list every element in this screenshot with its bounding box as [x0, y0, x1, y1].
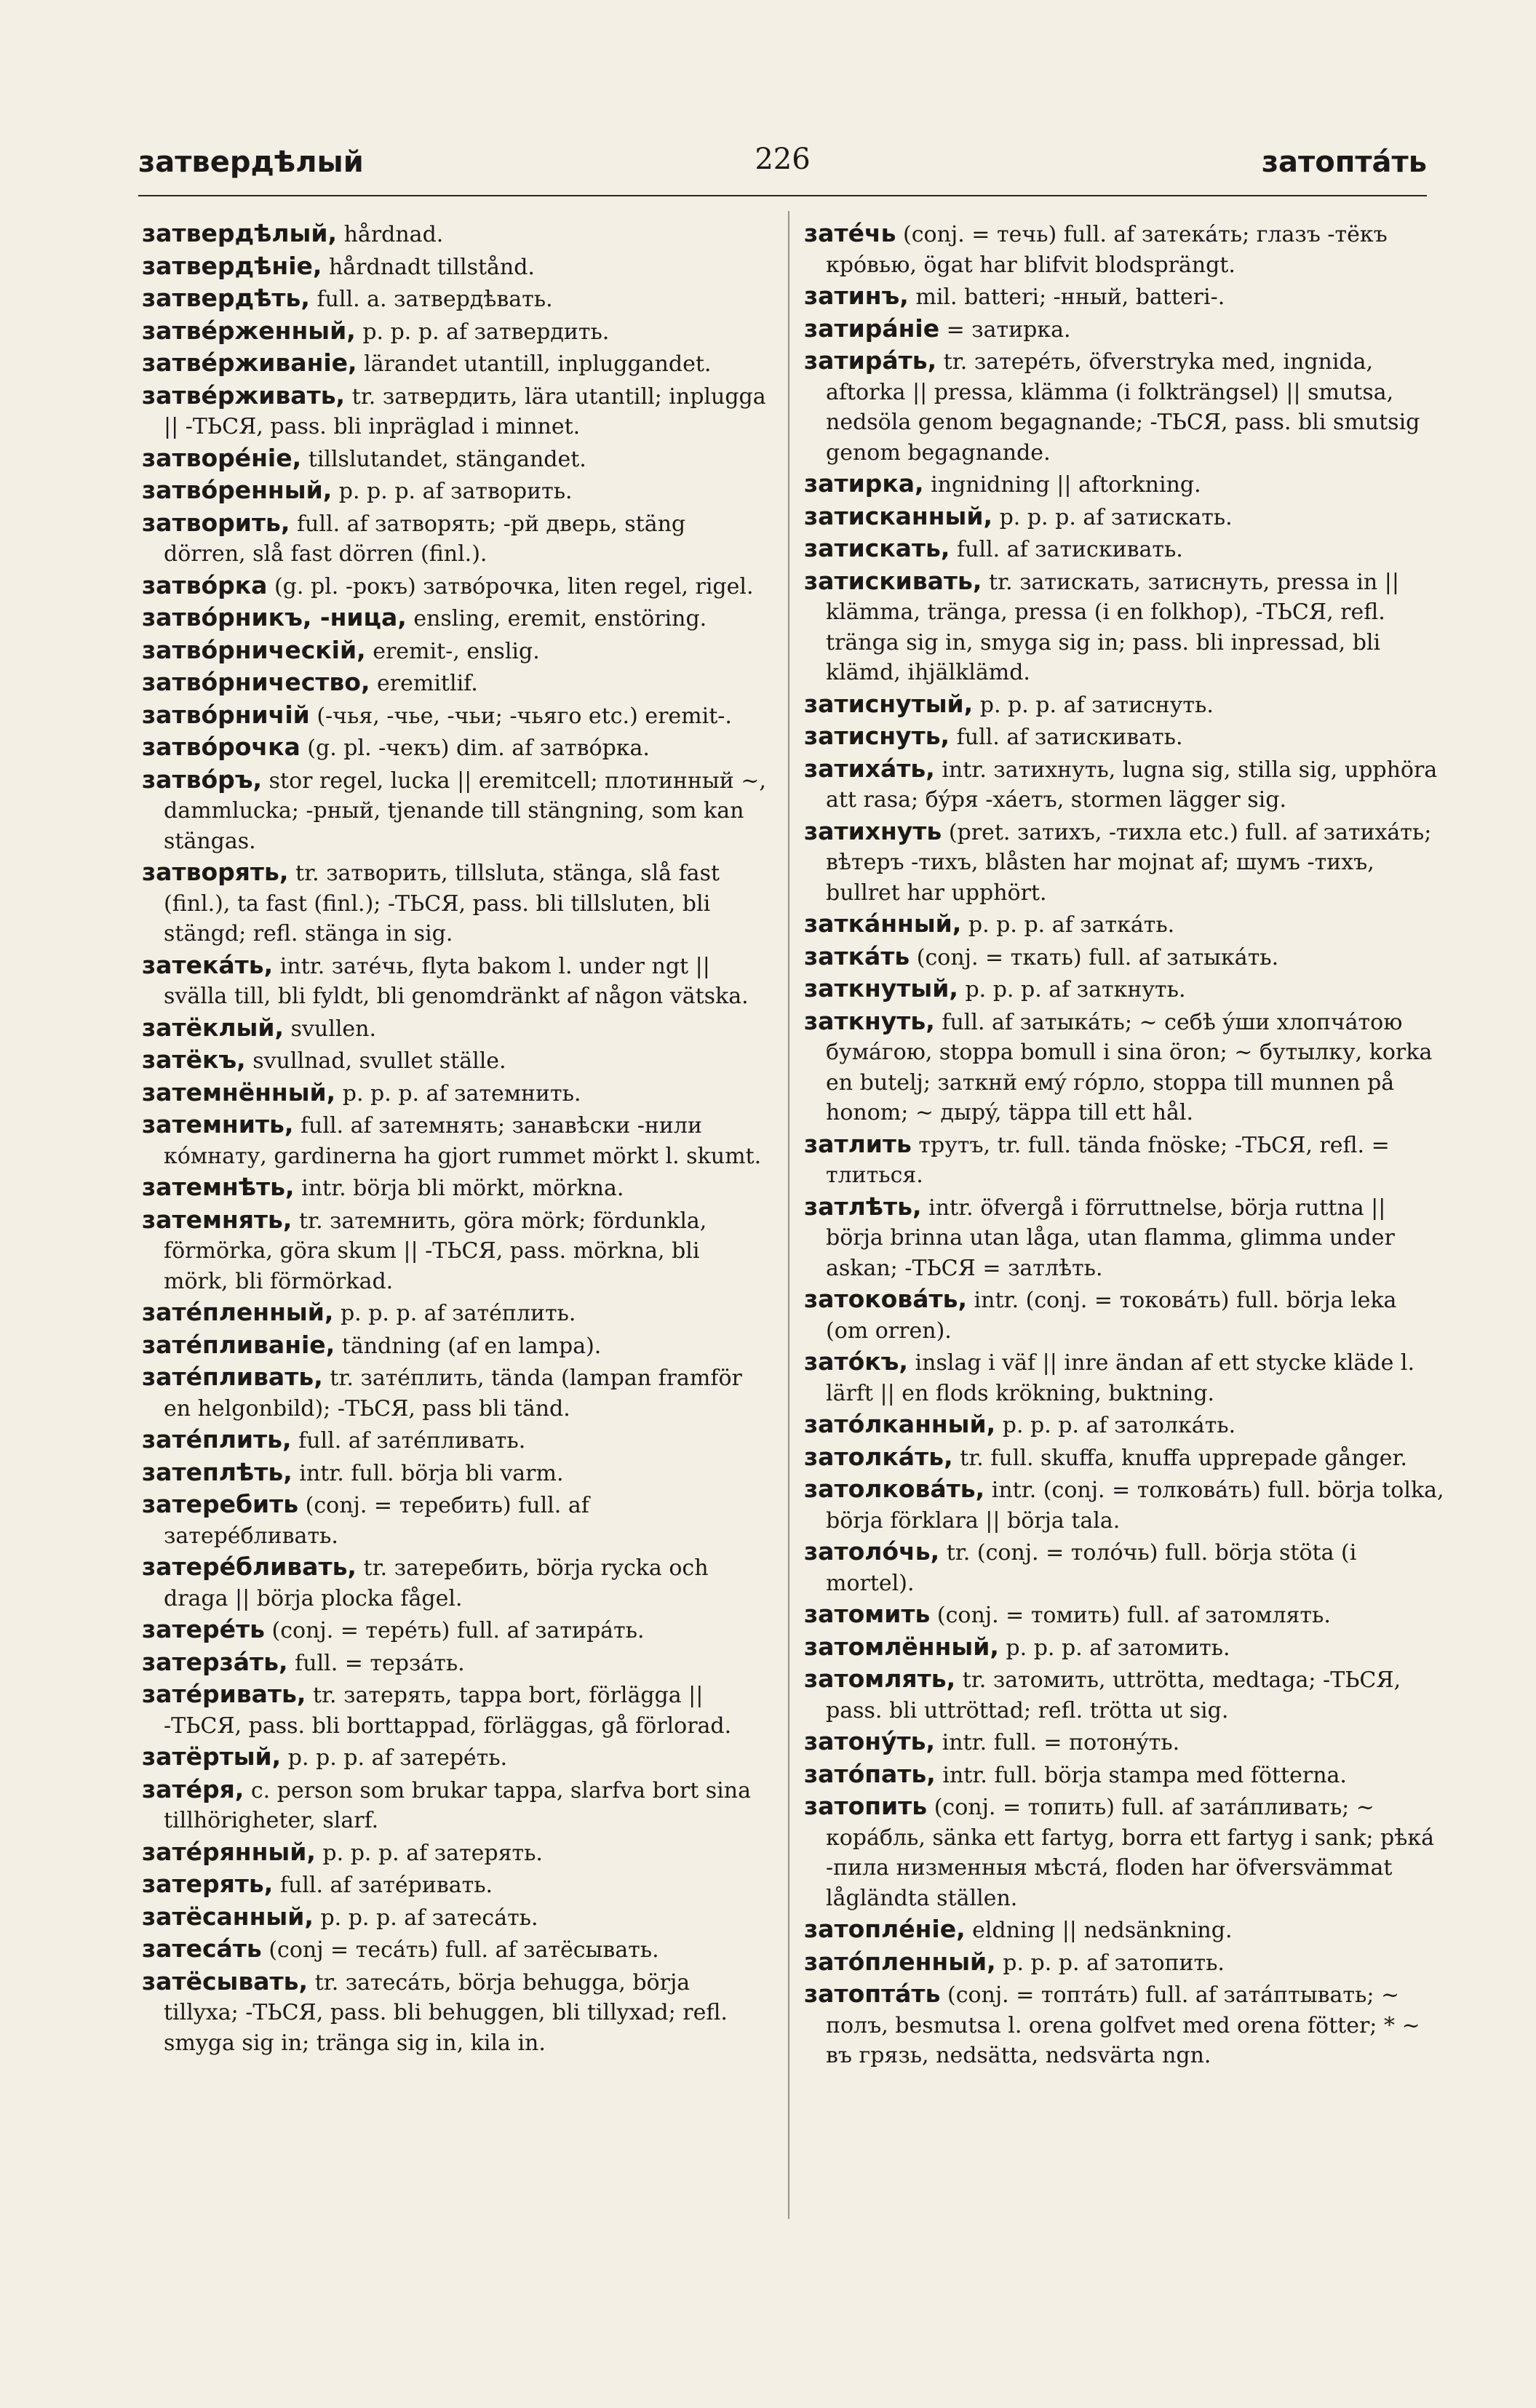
dictionary-entry [804, 533, 1444, 565]
entry-definition: (pret. затихъ, -тихла etc.) full. af затихáть; вѣтеръ -тихъ, blåsten har mojnat af; шумъ -тихъ, bullret har upphört. [826, 819, 1432, 906]
entry-headword: заткнуть, [804, 1006, 935, 1035]
dictionary-entry [142, 1774, 768, 1836]
entry-definition: intr. (conj. = токовáть) full. börja leka (om orren). [826, 1288, 1397, 1344]
entry-headword: затемнить, [142, 1110, 294, 1139]
dictionary-entry [804, 1664, 1444, 1726]
entry-definition: intr. затихнуть, lugna sig, stilla sig, upphöra att rasa; бýря -хáетъ, stormen lägger sig. [826, 757, 1438, 813]
dictionary-entry [142, 570, 768, 602]
entry-headword: затоплéніе, [804, 1915, 966, 1943]
entry-definition: p. p. p. af затерять. [322, 1840, 543, 1866]
dictionary-entry [804, 281, 1444, 313]
entry-definition: p. p. p. af затвердить. [362, 319, 610, 345]
entry-definition: inslag i väf || inre ändan af ett stycke kläde l. lärft || en flods krökning, buktning. [826, 1350, 1415, 1406]
entry-definition: full. = терзáть. [295, 1650, 465, 1676]
dictionary-entry [142, 1837, 768, 1869]
entry-headword: затомить [804, 1600, 931, 1628]
dictionary-entry [804, 754, 1444, 816]
dictionary-entry [142, 218, 768, 250]
entry-headword: затвóрническій, [142, 635, 366, 664]
dictionary-entry [142, 1614, 768, 1646]
entry-headword: затеребить [142, 1490, 299, 1518]
entry-headword: затискивать, [804, 566, 982, 595]
entry-headword: затолковáть, [804, 1475, 985, 1503]
entry-definition: (conj. = ткать) full. af затыкáть. [916, 944, 1279, 970]
dictionary-entry [804, 566, 1444, 688]
entry-headword: затвердѣлый, [142, 219, 338, 247]
dictionary-entry [804, 1914, 1444, 1946]
entry-headword: затвóренный, [142, 476, 333, 504]
entry-definition: p. p. p. af затéплить. [340, 1301, 576, 1326]
entry-headword: затемнять, [142, 1205, 293, 1234]
entry-headword: затёртый, [142, 1742, 282, 1771]
entry-definition: tr. затерять, tappa bort, förlägga || -ТЬСЯ, pass. bli borttappad, förläggas, gå förlorad. [164, 1683, 732, 1739]
entry-definition: (conj = тесáть) full. af затёсывать. [268, 1937, 659, 1963]
entry-definition: (-чья, -чье, -чьи; -чьяго etc.) eremit-. [317, 703, 732, 729]
entry-definition: (conj. = томить) full. af затомлять. [936, 1603, 1331, 1628]
entry-definition: mil. batteri; -нный, batteri-. [915, 284, 1225, 310]
entry-headword: затéривать, [142, 1680, 306, 1708]
entry-definition: intr. öfvergå i förruttnelse, börja ruttna || börja brinna utan låga, utan flamma, glimma under askan; -ТЬСЯ = затлѣть. [826, 1195, 1395, 1281]
dictionary-entry [142, 1424, 768, 1456]
entry-definition: (conj. = теребить) full. af затерéбливать. [164, 1493, 589, 1549]
dictionary-entry [142, 635, 768, 667]
entry-definition: intr. (conj. = толковáть) full. börja tolka, börja förklara || börja tala. [826, 1478, 1444, 1534]
entry-headword: затихнуть [804, 816, 942, 845]
entry-headword: затомлять, [804, 1665, 956, 1693]
entry-headword: затоптáть [804, 1980, 941, 2008]
dictionary-entry [142, 316, 768, 348]
header-rule [138, 195, 1427, 196]
dictionary-entry [804, 1791, 1444, 1913]
entry-definition: tr. затеребить, börja rycka och draga || börja plocka fågel. [164, 1555, 709, 1611]
entry-headword: заткáнный, [804, 909, 962, 938]
entry-headword: затéпливаніе, [142, 1330, 335, 1359]
entry-definition: ensling, eremit, enstöring. [413, 606, 707, 631]
entry-headword: затерéть [142, 1615, 265, 1643]
dictionary-entry [142, 443, 768, 475]
dictionary-entry [142, 251, 768, 283]
entry-headword: затинъ, [804, 282, 909, 310]
dictionary-entry [142, 1362, 768, 1424]
dictionary-entry [142, 765, 768, 857]
dictionary-entry [142, 1489, 768, 1551]
dictionary-entry [804, 689, 1444, 721]
entry-headword: затиснутый, [804, 689, 974, 718]
dictionary-entry [804, 1192, 1444, 1284]
entry-headword: затéплить, [142, 1425, 292, 1454]
entry-definition: intr. full. = потонýть. [942, 1730, 1180, 1755]
entry-definition: intr. börja bli mörkt, mörkna. [301, 1176, 624, 1201]
entry-definition: tr. затвердить, lära utantill; inplugga || -ТЬСЯ, pass. bli inpräglad i minnet. [164, 383, 766, 439]
entry-headword: затерять, [142, 1870, 274, 1898]
dictionary-entry [804, 1347, 1444, 1408]
entry-definition: full. af затéривать. [279, 1873, 493, 1898]
dictionary-entry [142, 1647, 768, 1679]
entry-headword: затерéбливать, [142, 1552, 357, 1581]
entry-definition: intr. full. börja stampa med fötterna. [942, 1762, 1347, 1788]
entry-headword: затвóрка [142, 570, 268, 599]
entry-definition: intr. full. börja bli varm. [299, 1460, 564, 1486]
entry-headword: затéчь [804, 219, 896, 247]
entry-headword: затоковáть, [804, 1285, 967, 1313]
entry-headword: затóлканный, [804, 1410, 996, 1438]
entry-definition: p. p. p. af затерéть. [287, 1745, 508, 1771]
entry-headword: затесáть [142, 1934, 262, 1963]
entry-definition: p. p. p. af затолкáть. [1002, 1413, 1236, 1438]
entry-definition: p. p. p. af затискать. [999, 504, 1233, 530]
entry-headword: затолкáть, [804, 1442, 953, 1471]
entry-definition: (conj. = течь) full. af затекáть; глазъ -тёкъ крóвью, ögat har blifvit blodsprängt. [826, 222, 1388, 278]
entry-headword: затóпленный, [804, 1947, 996, 1976]
dictionary-entry [142, 1742, 768, 1774]
entry-definition: tr. full. skuffa, knuffa upprepade gånger. [960, 1445, 1408, 1471]
entry-definition: tr. (conj. = толóчь) full. börja stöta (i mortel). [826, 1540, 1357, 1596]
left-column [142, 218, 768, 2059]
entry-definition: tr. затворить, tillsluta, stänga, slå fast (finl.), ta fast (finl.); -ТЬСЯ, pass. bli tillsluten, bli stängd; refl. stänga in sig. [164, 861, 720, 946]
column-divider [788, 211, 789, 2219]
entry-headword: затопить [804, 1792, 928, 1820]
dictionary-entry [804, 721, 1444, 753]
entry-definition: intr. затéчь, flyta bakom l. under ngt || svälla till, bli fyldt, bli genomdränkt af någon vätska. [164, 953, 749, 1009]
dictionary-entry [142, 1457, 768, 1489]
right-column [804, 218, 1444, 2072]
entry-definition: ingnidning || aftorkning. [931, 472, 1201, 498]
entry-headword: затонýть, [804, 1727, 936, 1755]
entry-definition: c. person som brukar tappa, slarfva bort sina tillhörigheter, slarf. [164, 1777, 751, 1833]
dictionary-entry [804, 1632, 1444, 1664]
page-header [138, 138, 1427, 189]
entry-definition: full. a. затвердѣвать. [317, 287, 553, 312]
dictionary-entry [142, 857, 768, 949]
entry-definition: tr. затéплить, tända (lampan framför en helgonbild); -ТЬСЯ, pass bli tänd. [164, 1366, 742, 1422]
entry-headword: затéря, [142, 1774, 244, 1803]
entry-definition: full. af затискивать. [956, 725, 1183, 750]
entry-definition: p. p. p. af затопить. [1003, 1950, 1225, 1976]
dictionary-entry [804, 1536, 1444, 1598]
entry-definition: stor regel, lucka || eremitcell; плотинный ~, dammlucka; -рный, tjenande till stängning, som kan stängas. [164, 768, 766, 854]
entry-definition: = затирка. [946, 316, 1071, 343]
entry-headword: затеплѣть, [142, 1457, 293, 1486]
dictionary-entry [804, 909, 1444, 941]
entry-definition: (g. pl. -рокъ) затвóрочка, liten regel, rigel. [274, 573, 754, 599]
entry-headword: затёсывать, [142, 1966, 309, 1996]
entry-definition: p. p. p. af затомить. [1006, 1635, 1230, 1661]
header-guide-word-left: затвердѣлый [138, 145, 364, 179]
dictionary-entry [142, 348, 768, 380]
entry-definition: eremit-, enslig. [373, 638, 540, 664]
dictionary-entry [142, 1679, 768, 1741]
entry-headword: затирка, [804, 469, 924, 498]
entry-headword: затихáть, [804, 754, 935, 783]
dictionary-entry [804, 1442, 1444, 1474]
entry-headword: затекáть, [142, 950, 274, 979]
dictionary-entry [142, 667, 768, 699]
dictionary-entry [804, 1006, 1444, 1128]
dictionary-entry [142, 1934, 768, 1966]
dictionary-entry [142, 1552, 768, 1614]
dictionary-entry [142, 1966, 768, 2059]
dictionary-entry [142, 1205, 768, 1297]
dictionary-entry [142, 1013, 768, 1045]
entry-definition: p. p. p. af заткáть. [968, 912, 1175, 938]
entry-headword: затвердѣть, [142, 284, 310, 312]
dictionary-entry [804, 314, 1444, 346]
entry-definition: p. p. p. af затворить. [338, 479, 573, 504]
entry-headword: затискать, [804, 534, 950, 562]
dictionary-entry [142, 1869, 768, 1901]
entry-definition: eldning || nedsänkning. [972, 1918, 1233, 1943]
entry-headword: затвéрженный, [142, 316, 356, 345]
dictionary-entry [804, 1599, 1444, 1631]
entry-definition: lärandet utantill, inpluggandet. [364, 351, 712, 377]
dictionary-entry [142, 1902, 768, 1934]
dictionary-entry [804, 1979, 1444, 2071]
entry-definition: p. p. p. af затесáть. [320, 1905, 538, 1931]
entry-headword: затлить [804, 1129, 912, 1158]
entry-definition: full. af затворять; -рй дверь, stäng dörren, slå fast dörren (finl.). [164, 511, 686, 567]
entry-definition: tändning (af en lampa). [341, 1333, 602, 1359]
entry-headword: заткáть [804, 941, 910, 970]
dictionary-entry [142, 950, 768, 1012]
entry-definition: tr. затемнить, göra mörk; fördunkla, förmörka, göra skum || -ТЬСЯ, pass. mörkna, bli mörk, bli förmörkad. [164, 1208, 707, 1294]
entry-definition: (g. pl. -чекъ) dim. af затвóрка. [307, 735, 650, 761]
entry-headword: затвóрничій [142, 700, 310, 729]
entry-definition: tillslutandet, stängandet. [308, 446, 586, 472]
entry-headword: затолóчь, [804, 1537, 940, 1566]
entry-definition: full. af затемнять; занавѣски -нили кóмнату, gardinerna ha gjort rummet mörkt l. skumt. [164, 1113, 762, 1169]
entry-headword: затвéрживаніе, [142, 348, 357, 377]
entry-definition: hårdnad. [343, 222, 444, 247]
entry-headword: затворить, [142, 508, 290, 537]
page-number: 226 [755, 143, 811, 176]
entry-definition: tr. затомить, uttrötta, medtaga; -ТЬСЯ, pass. bli uttröttad; refl. trötta ut sig. [826, 1667, 1401, 1723]
entry-headword: затирáть, [804, 346, 937, 375]
entry-definition: (conj. = терéть) full. af затирáть. [271, 1618, 645, 1643]
entry-headword: затерзáть, [142, 1647, 288, 1676]
dictionary-entry [142, 1172, 768, 1204]
dictionary-entry [142, 1297, 768, 1329]
entry-definition: svullen. [290, 1016, 377, 1042]
dictionary-entry [142, 732, 768, 764]
dictionary-entry [804, 346, 1444, 468]
dictionary-entry [804, 1759, 1444, 1791]
dictionary-entry [804, 941, 1444, 973]
dictionary-entry [142, 700, 768, 732]
dictionary-entry [142, 602, 768, 634]
dictionary-entry [142, 380, 768, 442]
entry-definition: full. af затискивать. [957, 537, 1183, 562]
entry-headword: затисканный, [804, 501, 993, 530]
entry-definition: p. p. p. af затиснуть. [979, 692, 1214, 718]
entry-headword: затвóрочка [142, 733, 301, 761]
entry-definition: p. p. p. af заткнуть. [965, 977, 1186, 1002]
dictionary-entry [804, 218, 1444, 280]
entry-headword: затворéніе, [142, 443, 302, 472]
entry-definition: (conj. = топить) full. af затáпливать; ~ корáбль, sänka ett fartyg, borra ett fartyg i sank; рѣкá -пила низменныя мѣстá, floden har öfversvämmat lågländta ställen. [826, 1795, 1434, 1911]
entry-headword: затвердѣніе, [142, 251, 322, 280]
dictionary-entry [804, 469, 1444, 501]
dictionary-entry [804, 501, 1444, 533]
entry-definition: eremitlif. [377, 671, 478, 696]
entry-definition: svullnad, svullet ställe. [252, 1048, 506, 1074]
entry-headword: затемнѣть, [142, 1173, 295, 1201]
entry-definition: трутъ, tr. full. tända fnöske; -ТЬСЯ, refl. = тлиться. [826, 1132, 1390, 1188]
entry-headword: затвóрникъ, -ница, [142, 603, 407, 631]
entry-headword: затéрянный, [142, 1837, 316, 1866]
dictionary-entry [142, 1077, 768, 1109]
dictionary-entry [142, 283, 768, 315]
entry-headword: заткнутый, [804, 974, 958, 1002]
entry-headword: затёсанный, [142, 1902, 314, 1931]
entry-headword: затомлённый, [804, 1632, 999, 1661]
dictionary-entry [804, 1726, 1444, 1758]
entry-headword: затóкъ, [804, 1347, 908, 1376]
dictionary-entry [804, 1129, 1444, 1191]
entry-definition: tr. затесáть, börja behugga, börja tillyxa; -ТЬСЯ, pass. bli behuggen, bli tillyxad; refl. smyga sig in; tränga sig in, kila in. [164, 1969, 728, 2056]
entry-headword: затвéрживать, [142, 380, 346, 410]
entry-headword: затéпливать, [142, 1363, 323, 1391]
entry-headword: затиснуть, [804, 722, 950, 750]
entry-headword: затóпать, [804, 1759, 936, 1788]
dictionary-entry [142, 1330, 768, 1362]
entry-definition: tr. затерéть, öfverstryka med, ingnida, aftorka || pressa, klämma (i folkträngsel) || smutsa, nedsöla genom begagnande; -ТЬСЯ, pass. bli smutsig genom begagnande. [826, 349, 1420, 466]
dictionary-entry [142, 1045, 768, 1077]
entry-definition: hårdnadt tillstånd. [328, 254, 535, 280]
entry-headword: затёклый, [142, 1013, 284, 1042]
header-guide-word-right: затоптáть [1261, 145, 1427, 179]
dictionary-entry [804, 816, 1444, 909]
dictionary-entry [142, 508, 768, 570]
entry-definition: tr. затискать, затиснуть, pressa in || klämma, tränga, pressa (i en folkhop), -ТЬСЯ, refl. tränga sig in, smyga sig in; pass. bli inpressad, bli klämd, ihjälklämd. [826, 569, 1399, 685]
dictionary-entry [804, 1409, 1444, 1441]
dictionary-entry [804, 1284, 1444, 1346]
entry-headword: затёкъ, [142, 1045, 246, 1074]
entry-headword: затирáніе [804, 314, 940, 343]
entry-definition: (conj. = топтáть) full. af затáптывать; ~ полъ, besmutsa l. orena golfvet med orena fötter; * ~ въ грязь, nedsätta, nedsvärta ngn. [826, 1982, 1420, 2068]
entry-headword: затéпленный, [142, 1298, 334, 1326]
entry-definition: full. af затéпливать. [298, 1428, 526, 1454]
entry-definition: p. p. p. af затемнить. [342, 1080, 581, 1107]
dictionary-entry [142, 1109, 768, 1171]
dictionary-entry [142, 475, 768, 507]
entry-definition: full. af затыкáть; ~ себѣ ýши хлопчáтою бумáгою, stoppa bomull i sina öron; ~ бутылку, korka en butelj; заткнй емý гóрло, stoppa till munnen på honom; ~ дырý, täppa till ett hål. [826, 1009, 1433, 1125]
dictionary-entry [804, 973, 1444, 1005]
dictionary-entry [804, 1474, 1444, 1536]
dictionary-entry [804, 1947, 1444, 1979]
entry-headword: затвóръ, [142, 765, 263, 794]
entry-headword: затлѣть, [804, 1192, 922, 1221]
entry-headword: затемнённый, [142, 1077, 336, 1107]
entry-headword: затворять, [142, 858, 289, 886]
entry-headword: затвóрничество, [142, 668, 370, 696]
